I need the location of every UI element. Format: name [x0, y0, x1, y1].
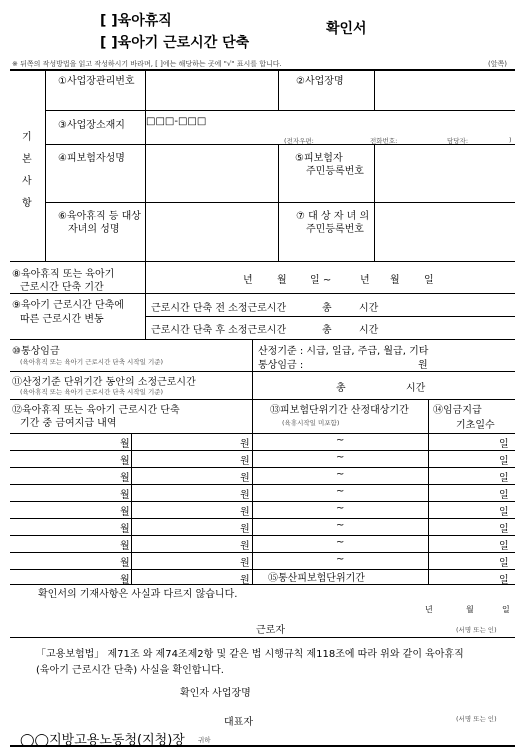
- row-rule: [10, 501, 515, 502]
- wage-criteria: 산정기준 : 시급, 일급, 주급, 월급, 기타: [258, 346, 429, 357]
- contract-label: ⑪산정기준 단위기간 동안의 소정근로시간: [12, 377, 196, 388]
- row-period-tilde[interactable]: ~: [336, 435, 345, 446]
- field-label-child-id-2: 주민등록번호: [306, 224, 364, 235]
- field-label-site-address: ③사업장소재지: [58, 120, 125, 131]
- row-rule: [10, 467, 515, 468]
- row-period-tilde[interactable]: ~: [336, 537, 345, 548]
- row-won[interactable]: 원: [240, 524, 250, 535]
- before-total: 총: [322, 303, 332, 314]
- period-month-2: 월: [390, 275, 400, 286]
- payments-label-2: 기간 중 금여지급 내역: [20, 418, 117, 429]
- row-won[interactable]: 원: [240, 490, 250, 501]
- section-divider: [45, 70, 46, 261]
- row-rule: [10, 399, 515, 400]
- payments-col3-label: ⑭임금지급: [433, 405, 482, 416]
- col-divider: [374, 70, 375, 110]
- period-day-2: 일: [424, 275, 434, 286]
- row-rule: [10, 261, 515, 262]
- row-month[interactable]: 월: [120, 524, 130, 535]
- row-rule: [10, 433, 515, 434]
- row-period-tilde[interactable]: ~: [336, 503, 345, 514]
- date-year: 년: [425, 605, 433, 614]
- recipient-honorific: 귀하: [198, 736, 211, 744]
- paren-close: ): [509, 136, 512, 144]
- before-hours-label: 근로시간 단축 전 소정근로시간: [151, 303, 287, 314]
- legal-text-2: (육아기 근로시간 단축) 사실을 확인합니다.: [36, 665, 224, 676]
- zip-code-input[interactable]: □□□-□□□: [146, 116, 207, 127]
- doc-title: 확인서: [326, 21, 367, 37]
- row-rule: [10, 552, 515, 553]
- row-day[interactable]: 일: [499, 507, 509, 518]
- row-month[interactable]: 월: [120, 456, 130, 467]
- row-day[interactable]: 일: [499, 575, 509, 586]
- payments-col3-label-2: 기초일수: [456, 420, 495, 431]
- change-label-2: 따른 근로시간 변동: [20, 314, 104, 325]
- rep-sign-note: (서명 또는 인): [456, 715, 497, 723]
- representative-label: 대표자: [224, 717, 253, 728]
- worker-sign-note: (서명 또는 인): [456, 626, 497, 634]
- row-won[interactable]: 원: [240, 558, 250, 569]
- field-label-insured-id: ⑤피보험자: [295, 153, 343, 164]
- wage-amount-label: 통상임금 :: [258, 360, 304, 371]
- period-label: ⑧육아휴직 또는 육아기: [12, 269, 115, 280]
- period-year-2: 년: [360, 275, 370, 286]
- total-insured-period-label: ⑮통산피보험단위기간: [268, 573, 365, 584]
- row-won[interactable]: 원: [240, 541, 250, 552]
- row-month[interactable]: 월: [120, 439, 130, 450]
- table-top-rule: [10, 69, 515, 71]
- col-divider: [252, 371, 253, 399]
- col-divider: [252, 399, 253, 584]
- payments-label: ⑫육아휴직 또는 육아기 근로시간 단축: [12, 405, 180, 416]
- section-rule: [10, 637, 515, 638]
- phone-label: 전화번호:: [370, 137, 398, 145]
- legal-text: 「고용보험법」 제71조 와 제74조제2항 및 같은 법 시행규칙 제118조에 따라 위와 같이 육아휴직: [36, 649, 464, 660]
- wage-label: ⑩통상임금: [12, 346, 60, 357]
- row-rule: [10, 484, 515, 485]
- period-month-1: 월: [277, 275, 287, 286]
- section-label-char: 사: [22, 176, 32, 187]
- confirmer-label: 확인자 사업장명: [180, 688, 251, 699]
- row-rule: [145, 316, 515, 317]
- row-day[interactable]: 일: [499, 456, 509, 467]
- field-label-insured-name: ④피보험자성명: [58, 153, 125, 164]
- before-hours-unit: 시간: [359, 303, 379, 314]
- payments-col2-note: (육휴시작일 미포함): [282, 419, 340, 427]
- col-divider: [252, 339, 253, 371]
- col-divider: [131, 433, 132, 584]
- date-day: 일: [502, 605, 510, 614]
- instruction-text: ※ 뒤쪽의 작성방법을 읽고 작성하시기 바라며, [ ]에는 해당하는 곳에 "√" 표시를 합니다.: [12, 60, 282, 68]
- col-divider: [278, 70, 279, 110]
- page-side-note: (앞쪽): [488, 60, 507, 68]
- type-checkbox-reduction[interactable]: [ ]육아기 근로시간 단축: [100, 35, 250, 51]
- row-rule: [10, 450, 515, 451]
- row-month[interactable]: 월: [120, 575, 130, 586]
- row-month[interactable]: 월: [120, 490, 130, 501]
- after-hours-unit: 시간: [359, 325, 379, 336]
- row-period-tilde[interactable]: ~: [336, 469, 345, 480]
- field-label-child-name: ⑥육아휴직 등 대상: [58, 211, 141, 222]
- field-label-child-name-2: 자녀의 성명: [68, 224, 120, 235]
- change-label: ⑨육아기 근로시간 단축에: [12, 300, 124, 311]
- worker-label: 근로자: [256, 625, 285, 636]
- row-day[interactable]: 일: [499, 439, 509, 450]
- wage-won: 원: [418, 360, 428, 371]
- col-divider: [145, 70, 146, 110]
- row-rule: [10, 293, 515, 294]
- row-won[interactable]: 원: [240, 507, 250, 518]
- row-won[interactable]: 원: [240, 439, 250, 450]
- row-rule: [10, 339, 515, 340]
- field-label-site-id: ①사업장관리번호: [58, 76, 135, 87]
- row-day[interactable]: 일: [499, 490, 509, 501]
- payments-col2-label: ⑬피보험단위기간 산정대상기간: [270, 405, 409, 416]
- section-label-char: 본: [22, 154, 32, 165]
- row-month[interactable]: 월: [120, 473, 130, 484]
- field-label-insured-id-2: 주민등록번호: [306, 166, 364, 177]
- contract-hours-unit: 시간: [406, 383, 426, 394]
- row-period-tilde[interactable]: ~: [336, 486, 345, 497]
- row-won[interactable]: 원: [240, 575, 250, 586]
- row-rule: [10, 371, 515, 372]
- period-label-2: 근로시간 단축 기간: [20, 282, 104, 293]
- row-month[interactable]: 월: [120, 507, 130, 518]
- row-rule: [45, 110, 515, 111]
- period-day-1: 일 ~: [310, 275, 332, 286]
- row-day[interactable]: 일: [499, 524, 509, 535]
- row-rule: [10, 569, 515, 570]
- section-label-char: 기: [22, 132, 32, 143]
- row-period-tilde[interactable]: ~: [336, 452, 345, 463]
- col-divider: [145, 261, 146, 293]
- row-rule: [45, 144, 515, 145]
- row-month[interactable]: 월: [120, 541, 130, 552]
- row-won[interactable]: 원: [240, 456, 250, 467]
- recipient-office: ◯◯지방고용노동청(지청)장: [20, 733, 185, 747]
- row-rule: [45, 202, 515, 203]
- col-divider: [428, 399, 429, 584]
- field-label-site-name: ②사업장명: [296, 76, 344, 87]
- email-label: (전자우편:: [284, 137, 314, 145]
- wage-note: (육아휴직 또는 육아기 근로시간 단축 시작일 기준): [20, 358, 164, 366]
- date-month: 월: [466, 605, 474, 614]
- row-rule: [10, 535, 515, 536]
- row-day[interactable]: 일: [499, 558, 509, 569]
- period-year-1: 년: [243, 275, 253, 286]
- row-period-tilde[interactable]: ~: [336, 554, 345, 565]
- type-checkbox-leave[interactable]: [ ]육아휴직: [100, 13, 172, 29]
- contract-total: 총: [336, 383, 346, 394]
- section-label-char: 항: [22, 198, 32, 209]
- row-day[interactable]: 일: [499, 473, 509, 484]
- row-rule: [10, 518, 515, 519]
- contract-note: (육아휴직 또는 육아기 근로시간 단축 시작일 기준): [20, 388, 164, 396]
- confirm-statement: 확인서의 기재사항은 사실과 다르지 않습니다.: [38, 589, 238, 600]
- row-period-tilde[interactable]: ~: [336, 520, 345, 531]
- row-month[interactable]: 월: [120, 558, 130, 569]
- after-hours-label: 근로시간 단축 후 소정근로시간: [151, 325, 287, 336]
- field-label-child-id: ⑦ 대 상 자 녀 의: [296, 211, 370, 222]
- after-total: 총: [322, 325, 332, 336]
- row-day[interactable]: 일: [499, 541, 509, 552]
- row-won[interactable]: 원: [240, 473, 250, 484]
- contact-label: 담당자:: [447, 137, 469, 145]
